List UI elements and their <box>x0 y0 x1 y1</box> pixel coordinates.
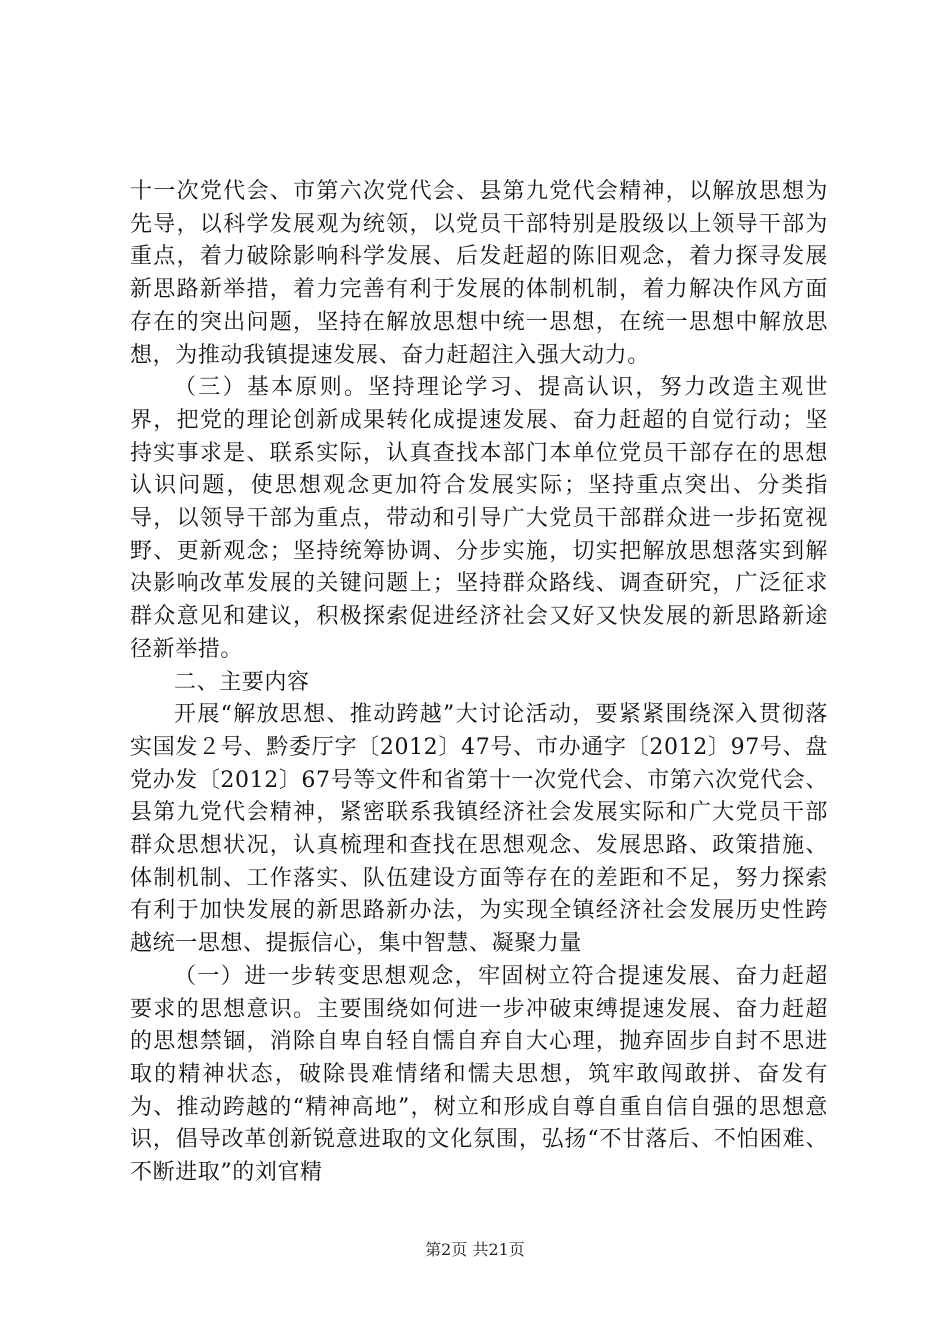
paragraph-item-one: （一）进一步转变思想观念，牢固树立符合提速发展、奋力赶超要求的思想意识。主要围绕如何进一步冲破束缚提速发展、奋力赶超的思想禁锢，消除自卑自轻自懦自弃自大心理，抛弃固步自封不思进取的精神状态，破除畏难情绪和懦夫思想，筑牢敢闯敢拼、奋发有为、推动跨越的“精神高地”，树立和形成自尊自重自信自强的思想意识，倡导改革创新锐意进取的文化氛围，弘扬“不甘落后、不怕困难、不断进取”的刘官精 <box>130 963 828 1186</box>
paragraph-basic-principles: （三）基本原则。坚持理论学习、提高认识，努力改造主观世界，把党的理论创新成果转化成提速发展、奋力赶超的自觉行动；坚持实事求是、联系实际，认真查找本部门本单位党员干部存在的思想认识问题，使思想观念更加符合发展实际；坚持重点突出、分类指导，以领导干部为重点，带动和引导广大党员干部群众进一步拓宽视野、更新观念；坚持统筹协调、分步实施，切实把解放思想落实到解决影响改革发展的关键问题上；坚持群众路线、调查研究，广泛征求群众意见和建议，积极探索促进经济社会又好又快发展的新思路新途径新举措。 <box>130 375 828 662</box>
page-number-label: 第2页 共21页 <box>425 1240 525 1259</box>
paragraph-continuation: 十一次党代会、市第六次党代会、县第九党代会精神，以解放思想为先导，以科学发展观为统领，以党员干部特别是股级以上领导干部为重点，着力破除影响科学发展、后发赶超的陈旧观念，着力探寻发展新思路新举措，着力完善有利于发展的体制机制，着力解决作风方面存在的突出问题，坚持在解放思想中统一思想，在统一思想中解放思想，为推动我镇提速发展、奋力赶超注入强大动力。 <box>130 179 828 368</box>
paragraph-main-content: 开展“解放思想、推动跨越”大讨论活动，要紧紧围绕深入贯彻落实国发２号、黔委厅字〔2012〕47号、市办通字〔2012〕97号、盘党办发〔2012〕67号等文件和省第十一次党代会、市第六次党代会、县第九党代会精神，紧密联系我镇经济社会发展实际和广大党员干部群众思想状况，认真梳理和查找在思想观念、发展思路、政策措施、体制机制、工作落实、队伍建设方面等存在的差距和不足，努力探索有利于加快发展的新思路新办法，为实现全镇经济社会发展历史性跨越统一思想、提振信心，集中智慧、凝聚力量 <box>130 702 828 957</box>
page-footer <box>0 1240 950 1260</box>
section-heading-main-content: 二、主要内容 <box>174 669 310 695</box>
document-body <box>130 176 828 1190</box>
